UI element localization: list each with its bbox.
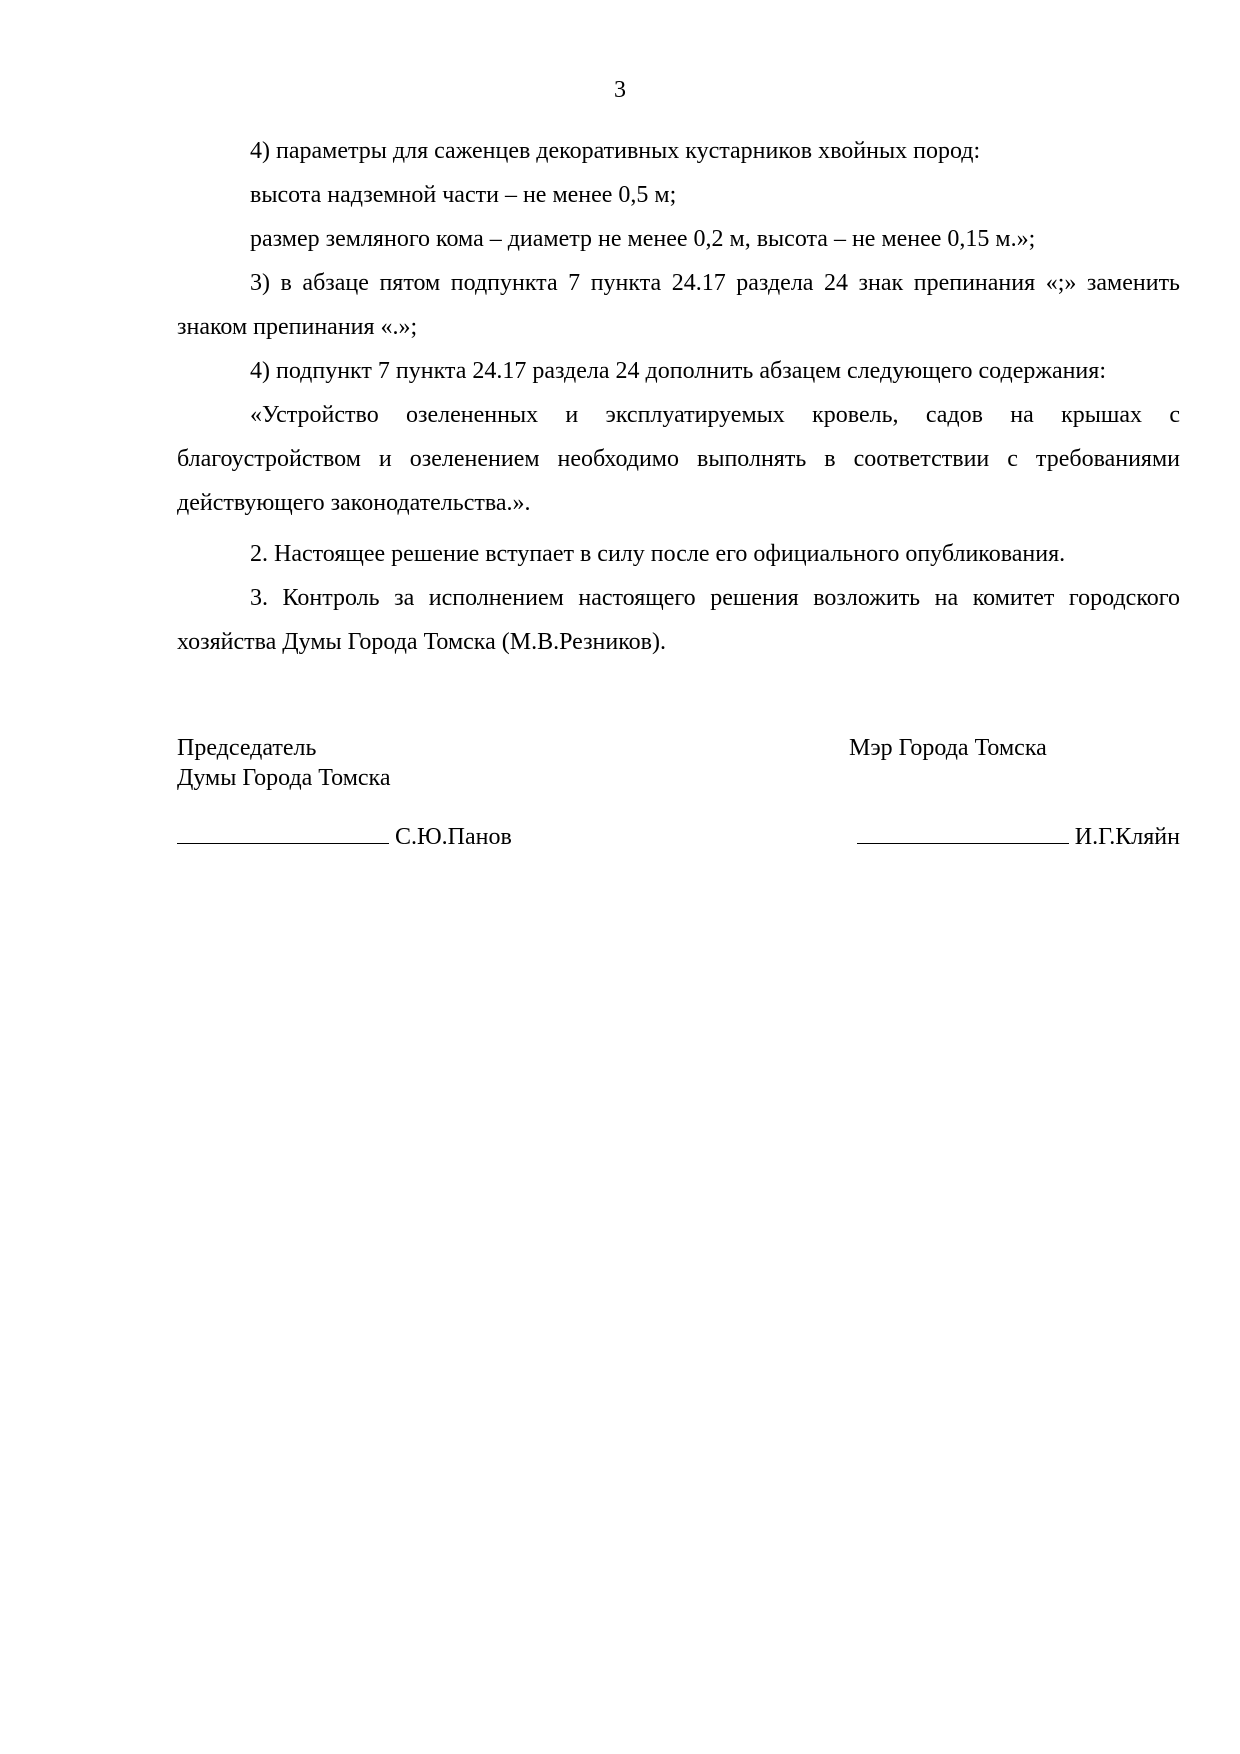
chairman-title-line1: Председатель (177, 735, 317, 761)
signature-mayor (849, 733, 1180, 850)
paragraph-height: высота надземной части – не менее 0,5 м; (250, 182, 677, 208)
mayor-title: Мэр Города Томска (849, 735, 1047, 761)
paragraph-amendment-4: 4) подпункт 7 пункта 24.17 раздела 24 дополнить абзацем следующего содержания: (250, 358, 1106, 384)
signature-chairman (177, 733, 597, 850)
chairman-signature-row (177, 821, 512, 852)
paragraph-effective-date: 2. Настоящее решение вступает в силу после его официального опубликования. (250, 541, 1066, 567)
mayor-signature-row (857, 821, 1180, 852)
chairman-name: С.Ю.Панов (395, 824, 512, 850)
chairman-title-line2: Думы Города Томска (177, 765, 391, 791)
chairman-signature-line (177, 821, 389, 844)
paragraph-control: 3. Контроль за исполнением настоящего решения возложить на комитет городского хозяйства Думы Города Томска (М.В.Резников). (177, 585, 1180, 655)
paragraph-conifer-parameters: 4) параметры для саженцев декоративных кустарников хвойных пород: (250, 138, 981, 164)
paragraph-green-roofs: «Устройство озелененных и эксплуатируемых кровель, садов на крышах с благоустройством и озеленением необходимо выполнять в соответствии с требованиями действующего законодательства.». (177, 402, 1180, 516)
document-body (177, 129, 1180, 664)
mayor-signature-line (857, 821, 1069, 844)
page-number: 3 (614, 77, 626, 103)
mayor-name: И.Г.Кляйн (1074, 824, 1180, 850)
paragraph-root-ball: размер земляного кома – диаметр не менее 0,2 м, высота – не менее 0,15 м.»; (250, 226, 1036, 252)
signature-block (177, 733, 1180, 863)
paragraph-amendment-3: 3) в абзаце пятом подпункта 7 пункта 24.17 раздела 24 знак препинания «;» заменить знаком препинания «.»; (177, 270, 1180, 340)
